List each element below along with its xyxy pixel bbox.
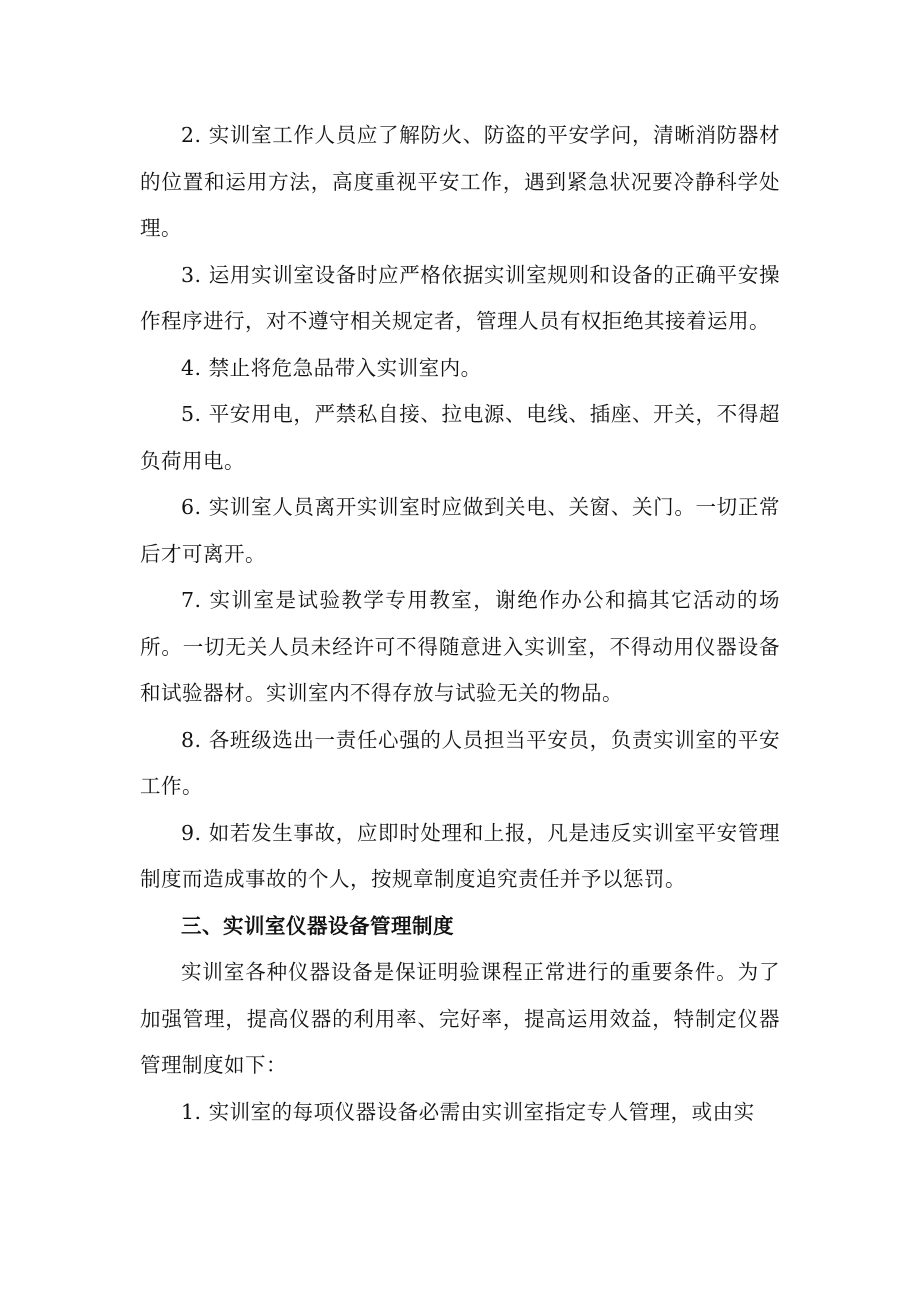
- document-body: [140, 112, 780, 1135]
- rule-item-8: 8. 各班级选出一责任心强的人员担当平安员，负责实训室的平安工作。: [140, 727, 780, 798]
- section-heading: 三、实训室仪器设备管理制度: [181, 913, 454, 938]
- section-intro: 实训室各种仪器设备是保证明验课程正常进行的重要条件。为了加强管理，提高仪器的利用率、完好率，提高运用效益，特制定仪器管理制度如下：: [140, 960, 780, 1077]
- rule-item-9: 9. 如若发生事故，应即时处理和上报，凡是违反实训室平安管理制度而造成事故的个人，按规章制度追究责任并予以惩罚。: [140, 820, 780, 891]
- equipment-rule-item-1: 1. 实训室的每项仪器设备必需由实训室指定专人管理，或由实: [181, 1099, 755, 1124]
- rule-item-4: 4. 禁止将危急品带入实训室内。: [181, 355, 482, 380]
- rule-item-2: 2. 实训室工作人员应了解防火、防盗的平安学问，清晰消防器材的位置和运用方法，高度重视平安工作，遇到紧急状况要冷静科学处理。: [140, 123, 780, 240]
- rule-item-7: 7. 实训室是试验教学专用教室，谢绝作办公和搞其它活动的场所。一切无关人员未经许可不得随意进入实训室，不得动用仪器设备和试验器材。实训室内不得存放与试验无关的物品。: [140, 588, 780, 705]
- rule-item-3: 3. 运用实训室设备时应严格依据实训室规则和设备的正确平安操作程序进行，对不遵守相关规定者，管理人员有权拒绝其接着运用。: [140, 262, 780, 333]
- rule-item-6: 6. 实训室人员离开实训室时应做到关电、关窗、关门。一切正常后才可离开。: [140, 495, 780, 566]
- rule-item-5: 5. 平安用电，严禁私自接、拉电源、电线、插座、开关，不得超负荷用电。: [140, 402, 780, 473]
